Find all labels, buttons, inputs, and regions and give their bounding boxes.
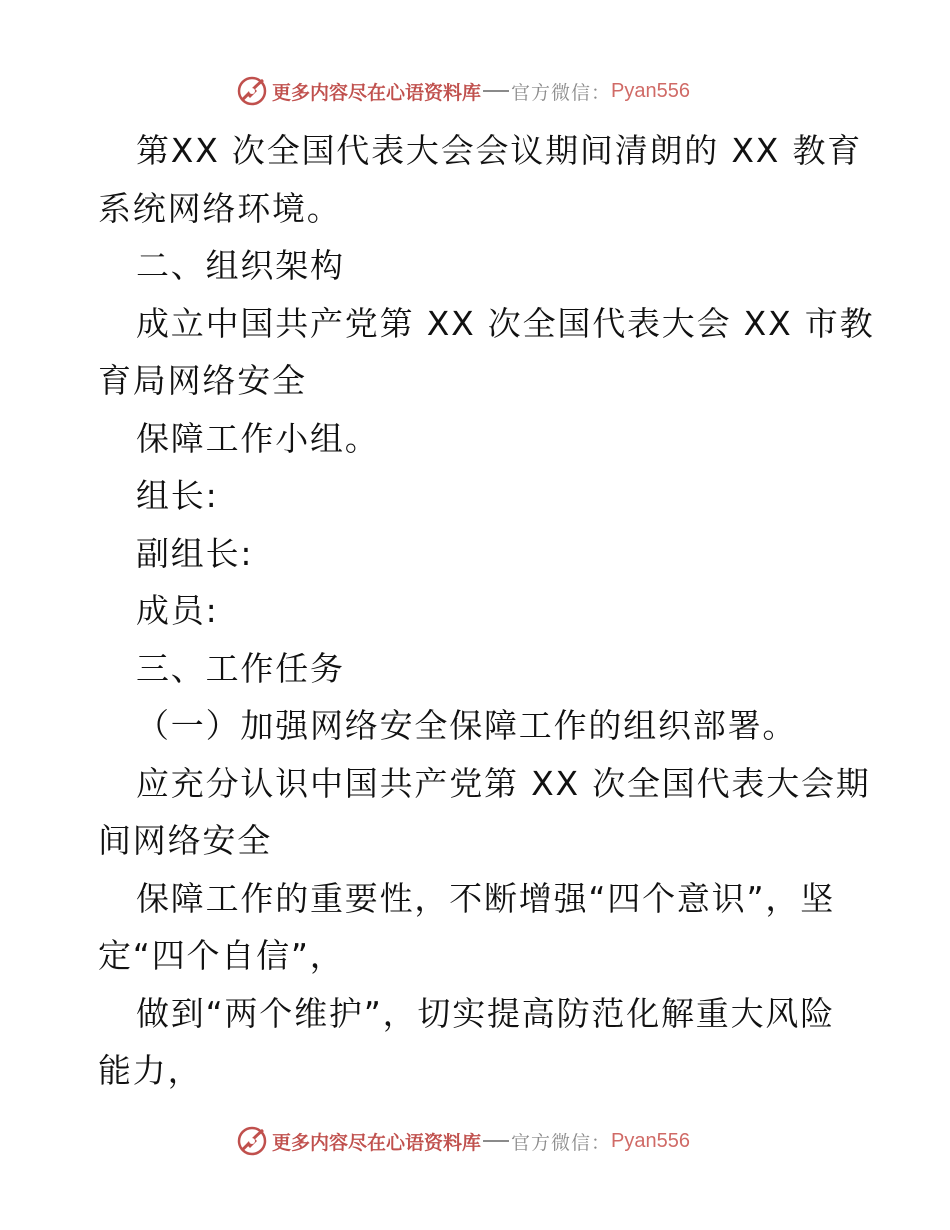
watermark-wechat-id: Pyan556 [611, 1129, 690, 1152]
watermark-main-text: 更多内容尽在心语资料库 [272, 81, 482, 104]
role-line-deputy: 副组长: [136, 533, 254, 573]
footer-watermark [236, 1124, 690, 1158]
section-heading: 三、工作任务 [136, 648, 345, 688]
watermark-wechat-id: Pyan556 [611, 79, 690, 102]
header-watermark [236, 74, 690, 108]
paragraph-line: 做到“两个维护”，切实提高防范化解重大风险 [136, 993, 835, 1033]
paragraph-line: 定“四个自信”， [98, 936, 345, 975]
paragraph-line: 系统网络环境。 [98, 188, 342, 228]
paragraph-line: 能力， [98, 1051, 203, 1090]
pen-logo-icon [236, 75, 268, 107]
watermark-label: 官方微信： [511, 81, 612, 104]
subsection-heading: （一）加强网络安全保障工作的组织部署。 [136, 706, 798, 745]
paragraph-line: 保障工作的重要性，不断增强“四个意识”，坚 [136, 878, 835, 918]
watermark-dash [483, 90, 509, 92]
role-line-leader: 组长: [136, 476, 219, 515]
paragraph-line: 间网络安全 [98, 821, 272, 860]
watermark-label: 官方微信： [511, 1131, 612, 1154]
pen-logo-icon [236, 1125, 268, 1157]
watermark-dash [483, 1140, 509, 1142]
paragraph-line: 第XX 次全国代表大会会议期间清朗的 XX 教育 [136, 131, 863, 170]
document-body [98, 122, 875, 1100]
paragraph-line: 应充分认识中国共产党第 XX 次全国代表大会期 [136, 763, 871, 803]
paragraph-line: 育局网络安全 [98, 361, 307, 400]
paragraph-line: 成立中国共产党第 XX 次全国代表大会 XX 市教 [136, 303, 875, 343]
role-line-members: 成员: [136, 591, 219, 630]
section-heading: 二、组织架构 [136, 246, 345, 285]
paragraph-line: 保障工作小组。 [136, 418, 380, 458]
watermark-main-text: 更多内容尽在心语资料库 [272, 1131, 482, 1154]
